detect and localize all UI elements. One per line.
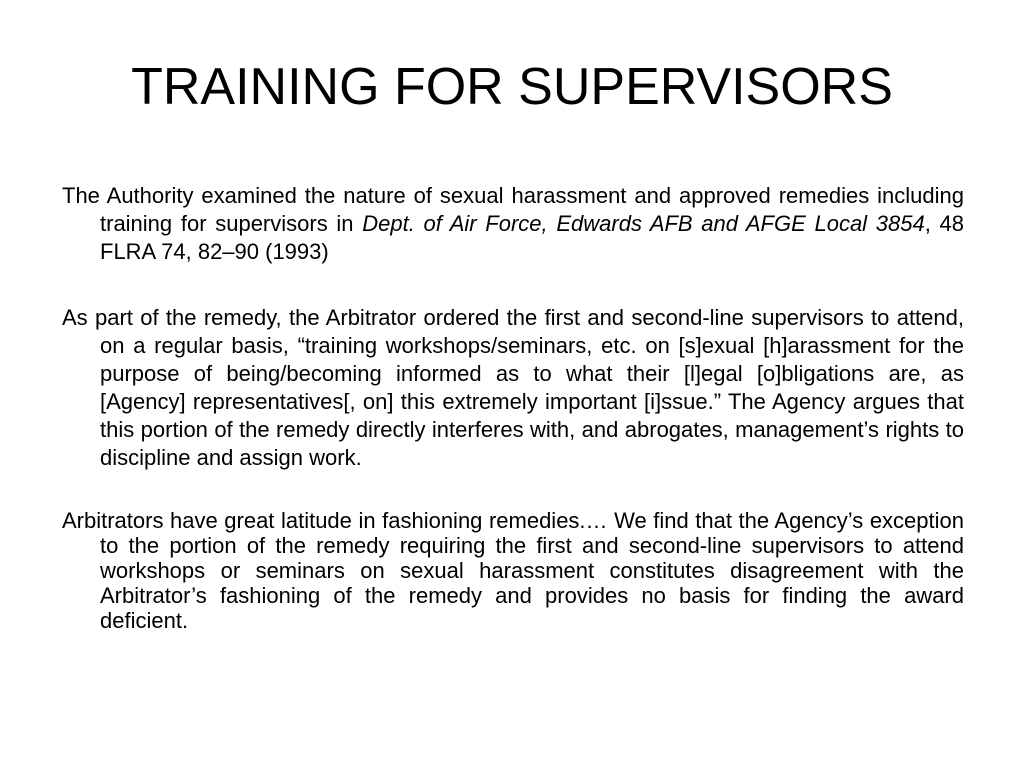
paragraph-1-text-before: The Authority examined the nature of sexual harassment and approved remedies including training for supervisors in: [62, 183, 964, 236]
paragraph-authority-examination: [62, 182, 964, 266]
slide-body: [62, 182, 964, 633]
case-citation-name: Dept. of Air Force, Edwards AFB and AFGE Local 3854: [362, 211, 925, 236]
slide-title: TRAINING FOR SUPERVISORS: [131, 58, 893, 116]
paragraph-arbitrator-latitude: Arbitrators have great latitude in fashioning remedies.… We find that the Agency’s exception to the portion of the remedy requiring the first and second-line supervisors to attend workshops or seminars on sexual harassment constitutes disagreement with the Arbitrator’s fashioning of the remedy and provides no basis for finding the award deficient.: [62, 508, 964, 633]
paragraph-arbitrator-remedy: As part of the remedy, the Arbitrator ordered the first and second-line supervisors to attend, on a regular basis, “training workshops/seminars, etc. on [s]exual [h]arassment for the purpose of being/becoming informed as to what their [l]egal [o]bligations are, as [Agency] representatives[, on] this extremely important [i]ssue.” The Agency argues that this portion of the remedy directly interferes with, and abrogates, management’s rights to discipline and assign work.: [62, 305, 964, 470]
paragraph-1-text-after: , 48 FLRA 74, 82–90 (1993): [100, 211, 964, 264]
